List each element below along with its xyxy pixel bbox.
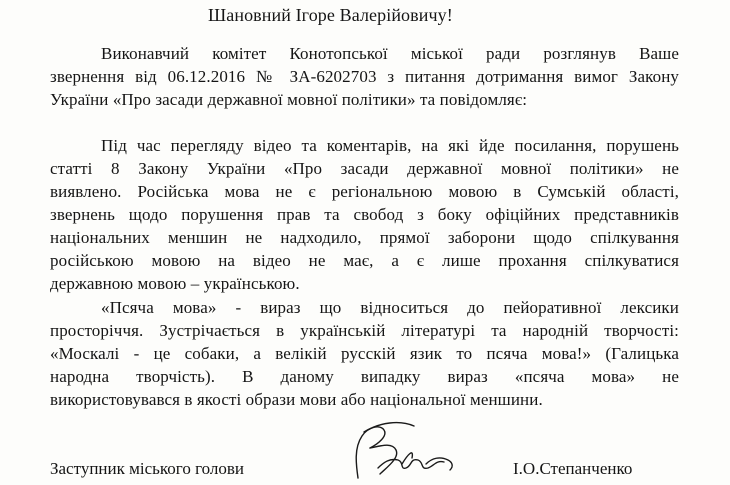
paragraph2-line2: статті 8 Закону України «Про засади державної мовної політики» не <box>50 159 679 178</box>
paragraph2-line7: державною мовою – українською. <box>50 274 300 293</box>
paragraph2-line1: Під час перегляду відео та коментарів, на які йде посилання, порушень <box>101 136 679 155</box>
paragraph3-line4: народна творчість). В даному випадку вираз «псяча мова» не <box>50 367 679 386</box>
signer-title: Заступник міського голови <box>50 459 245 478</box>
paragraph2-line5: національних меншин не надходило, прямої заборони щодо спілкування <box>50 228 679 247</box>
paragraph2-line3: виявлено. Російська мова не є регіональною мовою в Сумській області, <box>50 182 679 201</box>
paragraph2-line6: російською мовою на відео не має, а є лише прохання спілкуватися <box>50 251 679 270</box>
paragraph3-line1: «Псяча мова» - вираз що відноситься до пейоративної лексики <box>101 298 679 317</box>
paragraph3-line3: «Москалі - це собаки, а велікій русскій язик то псяча мова!» (Галицька <box>50 344 679 363</box>
paragraph2-line4: звернень щодо порушення прав та свобод з боку офіційних представників <box>50 205 679 224</box>
paragraph1-line2: звернення від 06.12.2016 № ЗА-6202703 з питання дотримання вимог Закону <box>50 67 679 86</box>
handwritten-signature-icon <box>340 418 460 484</box>
greeting: Шановний Ігоре Валерійовичу! <box>208 5 453 25</box>
paragraph1-line3: України «Про засади державної мовної політики» та повідомляє: <box>50 90 528 109</box>
paragraph3-line2: просторіччя. Зустрічається в українській літературі та народній творчості: <box>50 321 679 340</box>
paragraph3-line5: використовувався в якості образи мови або національної меншини. <box>50 390 543 409</box>
signer-name: І.О.Степанченко <box>513 459 633 478</box>
paragraph1-line1: Виконавчий комітет Конотопської міської ради розглянув Ваше <box>101 44 679 63</box>
